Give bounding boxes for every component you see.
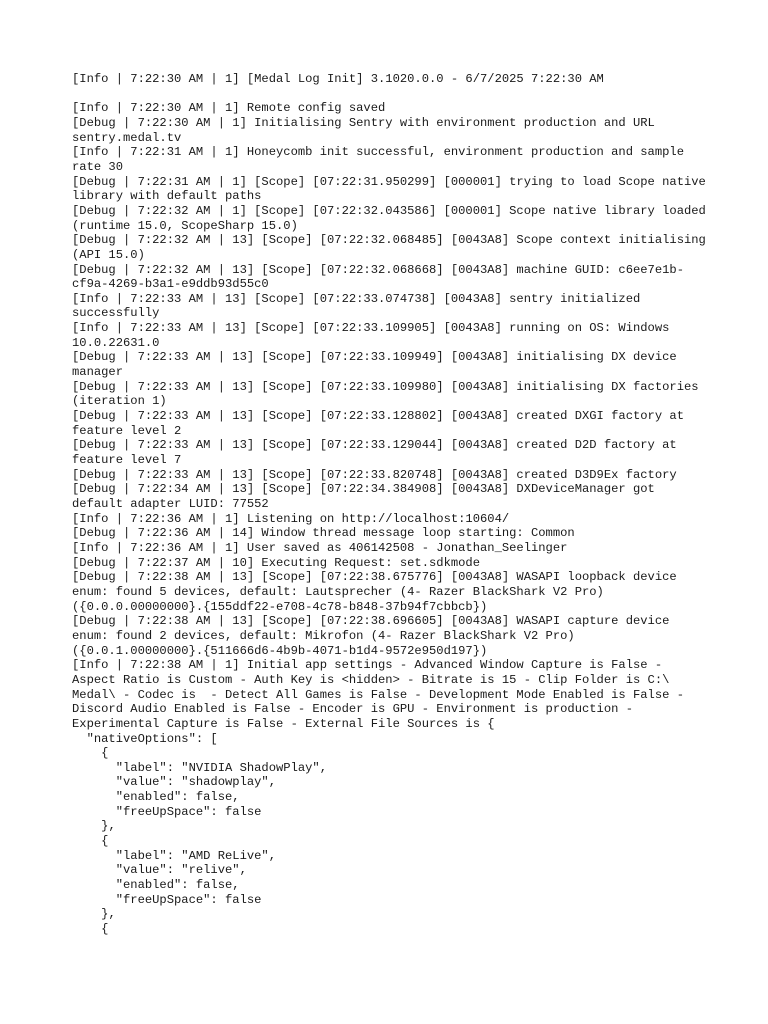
log-line: [Debug | 7:22:38 AM | 13] [Scope] [07:22:38.675776] [0043A8] WASAPI loopback device enum: found 5 devices, default: Lautsprecher (4- Razer BlackShark V2 Pro) ({0.0.0.00000000}.{155ddf22-e708-4c78-b848-37b94f7cbbcb}) (72, 570, 684, 614)
log-document (72, 72, 712, 937)
log-line: [Debug | 7:22:33 AM | 13] [Scope] [07:22:33.109949] [0043A8] initialising DX device manager (72, 350, 684, 380)
log-line: { (72, 746, 109, 761)
log-line: { (72, 922, 109, 937)
log-line: { (72, 834, 109, 849)
log-line: [Info | 7:22:33 AM | 13] [Scope] [07:22:33.074738] [0043A8] sentry initialized successfully (72, 291, 648, 321)
log-line: }, (72, 907, 116, 922)
log-line: [Info | 7:22:33 AM | 13] [Scope] [07:22:33.109905] [0043A8] running on OS: Windows 10.0.22631.0 (72, 321, 677, 350)
log-line: [Debug | 7:22:33 AM | 13] [Scope] [07:22:33.820748] [0043A8] created D3D9Ex factory (72, 467, 677, 482)
log-lines (72, 72, 712, 937)
log-line: [Debug | 7:22:33 AM | 13] [Scope] [07:22:33.109980] [0043A8] initialising DX factories (iteration 1) (72, 379, 706, 409)
log-line: [Debug | 7:22:34 AM | 13] [Scope] [07:22:34.384908] [0043A8] DXDeviceManager got default adapter LUID: 77552 (72, 482, 663, 512)
log-line: "enabled": false, (72, 878, 240, 893)
log-line: "freeUpSpace": false (72, 804, 262, 819)
log-line: "label": "AMD ReLive", (72, 848, 277, 863)
log-line: [Info | 7:22:30 AM | 1] [Medal Log Init] 3.1020.0.0 - 6/7/2025 7:22:30 AM (72, 72, 604, 86)
log-line: "enabled": false, (72, 790, 240, 805)
log-line: [Info | 7:22:36 AM | 1] User saved as 406142508 - Jonathan_Seelinger (72, 540, 568, 555)
log-line: [Info | 7:22:36 AM | 1] Listening on http://localhost:10604/ (72, 511, 510, 526)
log-line: "value": "relive", (72, 863, 247, 878)
log-line: [Debug | 7:22:30 AM | 1] Initialising Sentry with environment production and URL sentry.medal.tv (72, 115, 663, 145)
log-line: [Debug | 7:22:32 AM | 1] [Scope] [07:22:32.043586] [000001] Scope native library loaded (runtime 15.0, ScopeSharp 15.0) (72, 203, 714, 233)
log-line: [Debug | 7:22:36 AM | 14] Window thread message loop starting: Common (72, 526, 575, 541)
log-line (72, 87, 712, 102)
log-line: [Info | 7:22:31 AM | 1] Honeycomb init successful, environment production and sample rate 30 (72, 145, 692, 174)
log-line: [Debug | 7:22:31 AM | 1] [Scope] [07:22:31.950299] [000001] trying to load Scope native library with default paths (72, 174, 714, 204)
log-line: [Debug | 7:22:32 AM | 13] [Scope] [07:22:32.068668] [0043A8] machine GUID: c6ee7e1b-cf9a-4269-b3a1-e9ddb93d55c0 (72, 262, 684, 292)
log-line: "value": "shadowplay", (72, 775, 277, 790)
log-line: [Debug | 7:22:33 AM | 13] [Scope] [07:22:33.129044] [0043A8] created D2D factory at feature level 7 (72, 438, 684, 468)
log-line: [Info | 7:22:30 AM | 1] Remote config saved (72, 101, 386, 116)
log-line: [Debug | 7:22:38 AM | 13] [Scope] [07:22:38.696605] [0043A8] WASAPI capture device enum: found 2 devices, default: Mikrofon (4- Razer BlackShark V2 Pro) ({0.0.1.00000000}.{511666d6-4b9b-4071-b1d4-9572e950d197}) (72, 614, 677, 658)
log-line: "nativeOptions": [ (72, 731, 218, 746)
log-line: [Debug | 7:22:32 AM | 13] [Scope] [07:22:32.068485] [0043A8] Scope context initialising (API 15.0) (72, 233, 714, 262)
log-line: [Info | 7:22:38 AM | 1] Initial app settings - Advanced Window Capture is False - Aspect Ratio is Custom - Auth Key is <hidden> - Bitrate is 15 - Clip Folder is C:\ Medal\ - Codec is - Detect All Games is False - Development Mode Enabled is False - Discord Audio Enabled is False - Encoder is GPU - Environment is production - Experimental Capture is False - External File Sources is { (72, 658, 692, 731)
log-line: [Debug | 7:22:37 AM | 10] Executing Request: set.sdkmode (72, 555, 480, 570)
log-line: "label": "NVIDIA ShadowPlay", (72, 760, 328, 775)
log-line: [Debug | 7:22:33 AM | 13] [Scope] [07:22:33.128802] [0043A8] created DXGI factory at feature level 2 (72, 409, 692, 438)
log-line: "freeUpSpace": false (72, 892, 262, 907)
log-line: }, (72, 819, 116, 834)
